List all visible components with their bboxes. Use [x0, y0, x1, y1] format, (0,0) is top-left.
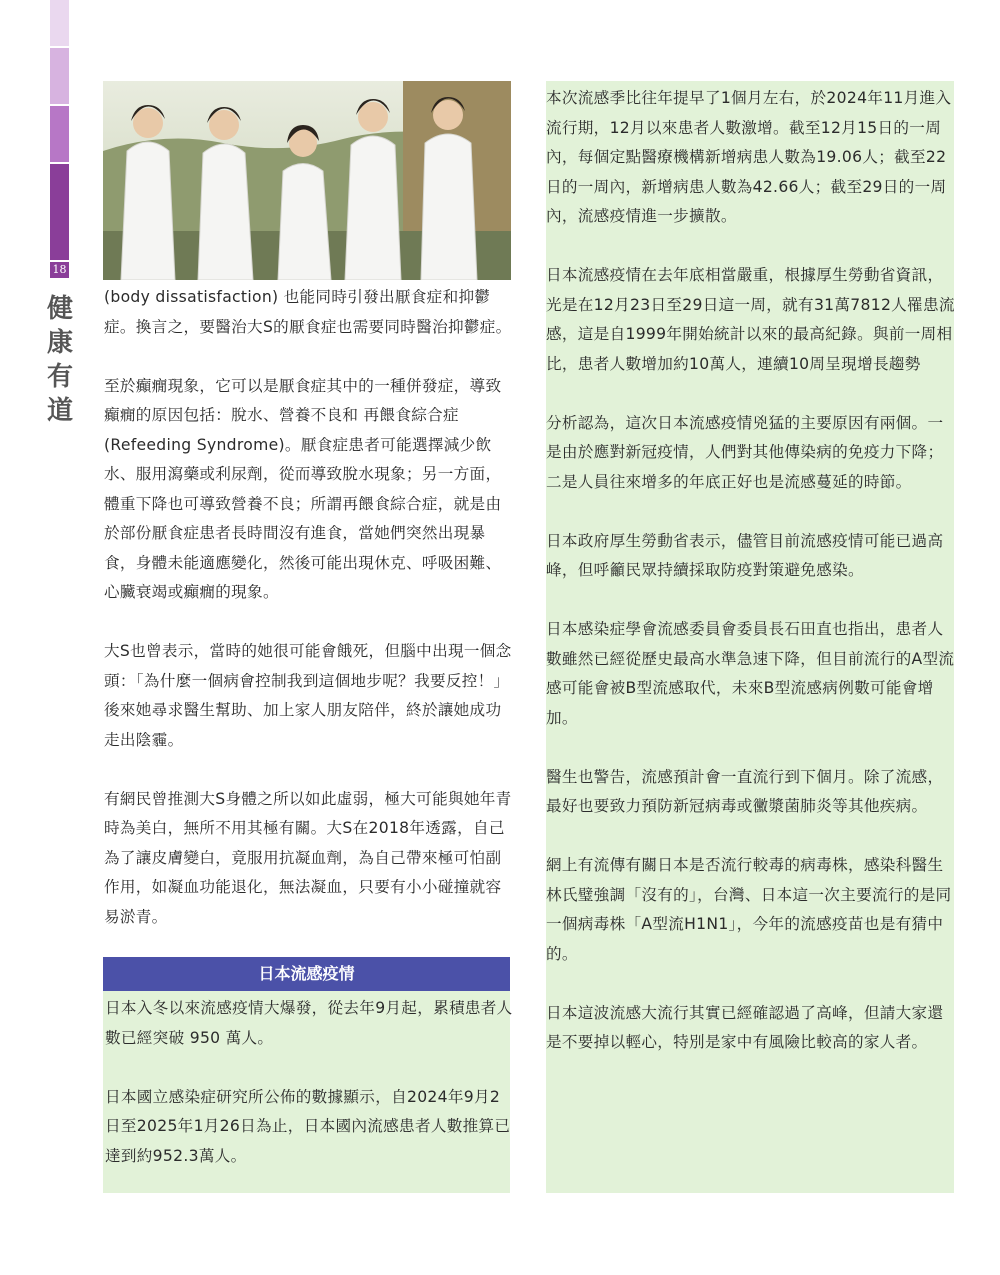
paragraph: 有網民曾推測大S身體之所以如此虛弱，極大可能與她年青時為美白，無所不用其極有關。大S在2018年透露，自己為了讓皮膚變白，竟服用抗凝血劑，為自己帶來極可怕副作用，如凝血功能退化，無法凝血，只要有小小碰撞就容易淤青。 — [104, 789, 512, 926]
flu-box-body — [105, 994, 513, 1171]
right-column-box — [546, 81, 954, 1193]
paragraph: 大S也曾表示，當時的她很可能會餓死，但腦中出現一個念頭：「為什麼一個病會控制我到這個地步呢？我要反控！」後來她尋求醫生幫助、加上家人朋友陪伴，終於讓她成功走出陰霾。 — [104, 642, 512, 749]
paragraph: 至於癲癇現象，它可以是厭食症其中的一種併發症，導致癲癇的原因包括：脫水、營養不良和 再餵食綜合症 (Refeeding Syndrome)。厭食症患者可能選擇減少飲水、服用瀉藥或利尿劑，從而導致脫水現象；另一方面，體重下降也可導致營養不良；所謂再餵食綜合症，就是由於部份厭食症患者長時間沒有進食，當她們突然出現暴食，身體未能適應變化，然後可能出現休克、呼吸困難、心臟衰竭或癲癇的現象。 — [104, 376, 502, 601]
paragraph: 網上有流傳有關日本是否流行較毒的病毒株，感染科醫生林氏璧強調「沒有的」，台灣、日本這一次主要流行的是同一個病毒株「A型流H1N1」，今年的流感疫苗也是有猜中的。 — [546, 856, 952, 963]
paragraph: 日本這波流感大流行其實已經確認過了高峰，但請大家還是不要掉以輕心，特別是家中有風險比較高的家人者。 — [546, 1003, 944, 1051]
paragraph: 本次流感季比往年提早了1個月左右，於2024年11月進入流行期，12月以來患者人數激增。截至12月15日的一周內，每個定點醫療機構新增病患人數為19.06人；截至22日的一周內，新增病患人數為42.66人；截至29日的一周內，流感疫情進一步擴散。 — [546, 89, 952, 225]
left-column — [104, 283, 514, 932]
section-title-char: 有 — [46, 362, 73, 392]
side-tab-segment — [50, 48, 69, 104]
paragraph: 日本政府厚生勞動省表示，儘管目前流感疫情可能已過高峰，但呼籲民眾持續採取防疫對策避免感染。 — [546, 531, 944, 579]
right-column — [546, 84, 956, 1058]
flu-box — [103, 991, 513, 1193]
paragraph: 日本國立感染症研究所公佈的數據顯示，自2024年9月2日至2025年1月26日為止，日本國內流感患者人數推算已達到約952.3萬人。 — [105, 1087, 511, 1165]
side-tab-segment — [50, 106, 69, 162]
paragraph: 日本入冬以來流感疫情大爆發，從去年9月起，累積患者人數已經突破 950 萬人。 — [105, 999, 513, 1047]
section-title-char: 道 — [46, 396, 73, 426]
section-title-char: 健 — [46, 294, 73, 324]
paragraph: (body dissatisfaction) 也能同時引發出厭食症和抑鬱症。換言之，要醫治大S的厭食症也需要同時醫治抑鬱症。 — [104, 288, 512, 336]
article-photo — [103, 81, 511, 280]
section-title-char: 康 — [46, 328, 73, 358]
paragraph: 日本流感疫情在去年底相當嚴重，根據厚生勞動省資訊，光是在12月23日至29日這一周，就有31萬7812人罹患流感，這是自1999年開始統計以來的最高紀錄。與前一周相比，患者人數增加約10萬人，連續10周呈現增長趨勢 — [546, 266, 955, 373]
section-title — [44, 292, 76, 428]
paragraph: 分析認為，這次日本流感疫情兇猛的主要原因有兩個。一是由於應對新冠疫情，人們對其他傳染病的免疫力下降；二是人員往來增多的年底正好也是流感蔓延的時節。 — [546, 413, 944, 491]
side-tab-segment — [50, 164, 69, 260]
group-photo-illustration — [103, 81, 511, 280]
paragraph: 日本感染症學會流感委員會委員長石田直也指出，患者人數雖然已經從歷史最高水準急速下降，但目前流行的A型流感可能會被B型流感取代，未來B型流感病例數可能會增加。 — [546, 620, 955, 727]
paragraph: 醫生也警告，流感預計會一直流行到下個月。除了流感，最好也要致力預防新冠病毒或黴漿菌肺炎等其他疾病。 — [546, 767, 944, 815]
flu-box-heading: 日本流感疫情 — [103, 957, 510, 991]
page-number: 18 — [50, 262, 69, 278]
side-tab-segment — [50, 0, 69, 46]
